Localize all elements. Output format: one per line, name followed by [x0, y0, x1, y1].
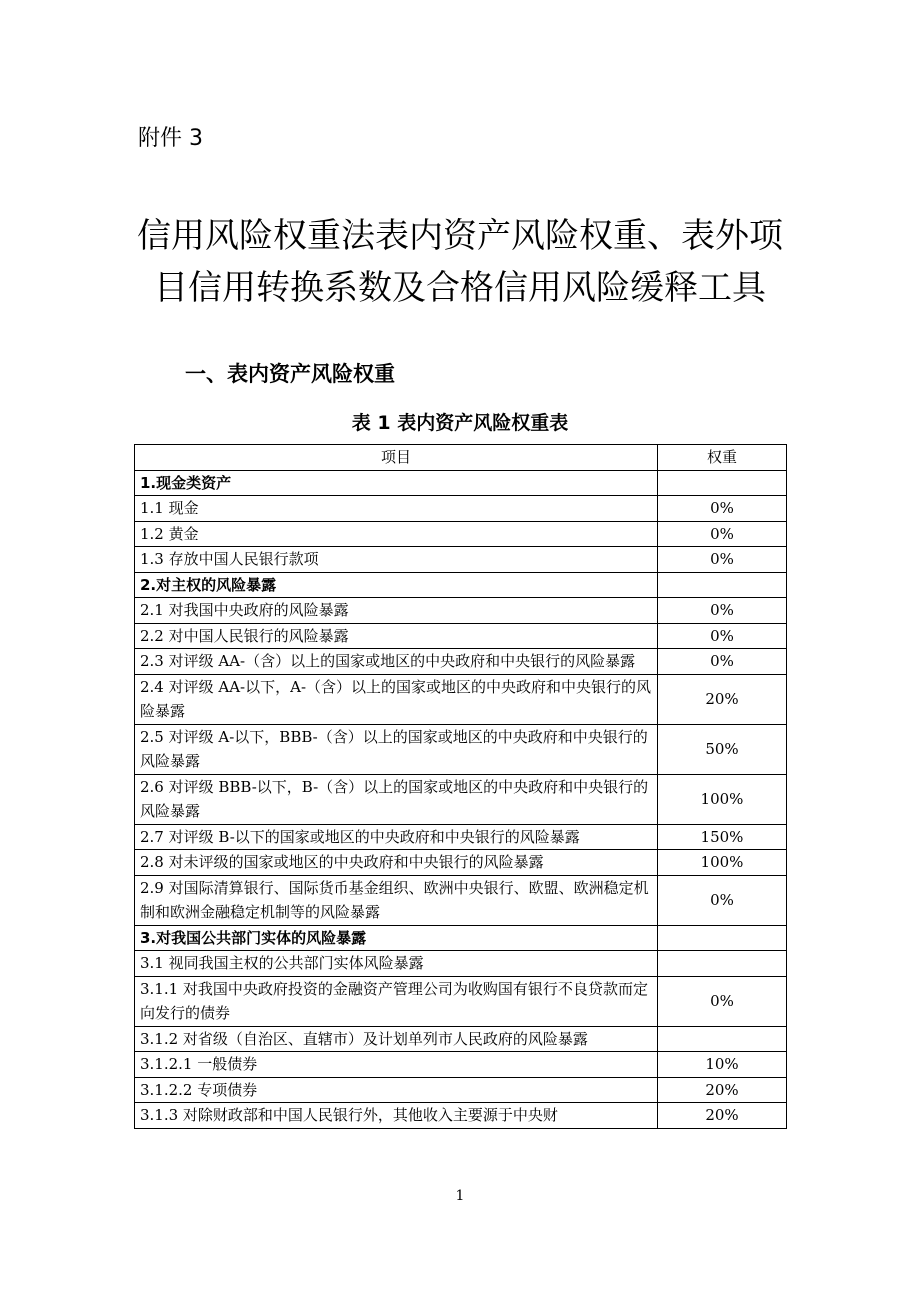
- weight-cell: 20%: [658, 1103, 787, 1129]
- table-row: [135, 824, 787, 850]
- item-cell: 2.9 对国际清算银行、国际货币基金组织、欧洲中央银行、欧盟、欧洲稳定机制和欧洲金融稳定机制等的风险暴露: [135, 875, 658, 925]
- table-row: [135, 496, 787, 522]
- item-cell: 3.1.3 对除财政部和中国人民银行外，其他收入主要源于中央财: [135, 1103, 658, 1129]
- table-body: [135, 470, 787, 1128]
- table-row: [135, 774, 787, 824]
- document-title: [0, 210, 920, 314]
- weight-cell: [658, 1026, 787, 1052]
- item-cell: 2.4 对评级 AA-以下，A-（含）以上的国家或地区的中央政府和中央银行的风险暴露: [135, 674, 658, 724]
- weight-cell: [658, 951, 787, 977]
- table-caption: 表 1 表内资产风险权重表: [351, 412, 569, 434]
- document-title-line: 目信用转换系数及合格信用风险缓释工具: [154, 268, 766, 308]
- weight-cell: 150%: [658, 824, 787, 850]
- table-row: [135, 521, 787, 547]
- table-row: [135, 649, 787, 675]
- item-cell: 2.5 对评级 A-以下，BBB-（含）以上的国家或地区的中央政府和中央银行的风险暴露: [135, 724, 658, 774]
- risk-weight-table: [134, 444, 787, 1129]
- weight-cell: [658, 572, 787, 598]
- header-item: 项目: [135, 445, 658, 471]
- weight-cell: 20%: [658, 674, 787, 724]
- weight-cell: 0%: [658, 623, 787, 649]
- category-item-cell: 2.对主权的风险暴露: [135, 572, 658, 598]
- table-row: [135, 925, 787, 951]
- item-cell: 3.1.2.1 一般债券: [135, 1052, 658, 1078]
- category-item-cell: 1.现金类资产: [135, 470, 658, 496]
- table-row: [135, 1077, 787, 1103]
- item-cell: 3.1.1 对我国中央政府投资的金融资产管理公司为收购国有银行不良贷款而定向发行的债券: [135, 976, 658, 1026]
- item-cell: 2.7 对评级 B-以下的国家或地区的中央政府和中央银行的风险暴露: [135, 824, 658, 850]
- section-heading: 一、表内资产风险权重: [185, 362, 395, 386]
- weight-cell: 0%: [658, 521, 787, 547]
- weight-cell: 0%: [658, 496, 787, 522]
- weight-cell: 100%: [658, 774, 787, 824]
- item-cell: 2.1 对我国中央政府的风险暴露: [135, 598, 658, 624]
- item-cell: 3.1.2 对省级（自治区、直辖市）及计划单列市人民政府的风险暴露: [135, 1026, 658, 1052]
- item-cell: 2.6 对评级 BBB-以下，B-（含）以上的国家或地区的中央政府和中央银行的风险暴露: [135, 774, 658, 824]
- table-row: [135, 547, 787, 573]
- table-header-row: [135, 445, 787, 471]
- item-cell: 3.1.2.2 专项债券: [135, 1077, 658, 1103]
- weight-cell: [658, 470, 787, 496]
- item-cell: 1.3 存放中国人民银行款项: [135, 547, 658, 573]
- weight-cell: 10%: [658, 1052, 787, 1078]
- table-row: [135, 1026, 787, 1052]
- weight-cell: [658, 925, 787, 951]
- item-cell: 2.8 对未评级的国家或地区的中央政府和中央银行的风险暴露: [135, 850, 658, 876]
- weight-cell: 100%: [658, 850, 787, 876]
- item-cell: 3.1 视同我国主权的公共部门实体风险暴露: [135, 951, 658, 977]
- header-weight: 权重: [658, 445, 787, 471]
- table-row: [135, 470, 787, 496]
- table-row: [135, 598, 787, 624]
- document-title-line: 信用风险权重法表内资产风险权重、表外项: [137, 216, 783, 256]
- page-number: 1: [455, 1188, 465, 1204]
- item-cell: 2.2 对中国人民银行的风险暴露: [135, 623, 658, 649]
- weight-cell: 20%: [658, 1077, 787, 1103]
- weight-cell: 50%: [658, 724, 787, 774]
- table-row: [135, 572, 787, 598]
- table-row: [135, 976, 787, 1026]
- weight-cell: 0%: [658, 649, 787, 675]
- category-item-cell: 3.对我国公共部门实体的风险暴露: [135, 925, 658, 951]
- item-cell: 1.2 黄金: [135, 521, 658, 547]
- table-row: [135, 1103, 787, 1129]
- table-row: [135, 850, 787, 876]
- table-row: [135, 1052, 787, 1078]
- table-row: [135, 724, 787, 774]
- weight-cell: 0%: [658, 598, 787, 624]
- weight-cell: 0%: [658, 875, 787, 925]
- item-cell: 2.3 对评级 AA-（含）以上的国家或地区的中央政府和中央银行的风险暴露: [135, 649, 658, 675]
- table-row: [135, 951, 787, 977]
- attachment-label: 附件 3: [138, 126, 203, 151]
- table-row: [135, 875, 787, 925]
- weight-cell: 0%: [658, 547, 787, 573]
- item-cell: 1.1 现金: [135, 496, 658, 522]
- weight-cell: 0%: [658, 976, 787, 1026]
- table-row: [135, 674, 787, 724]
- table-row: [135, 623, 787, 649]
